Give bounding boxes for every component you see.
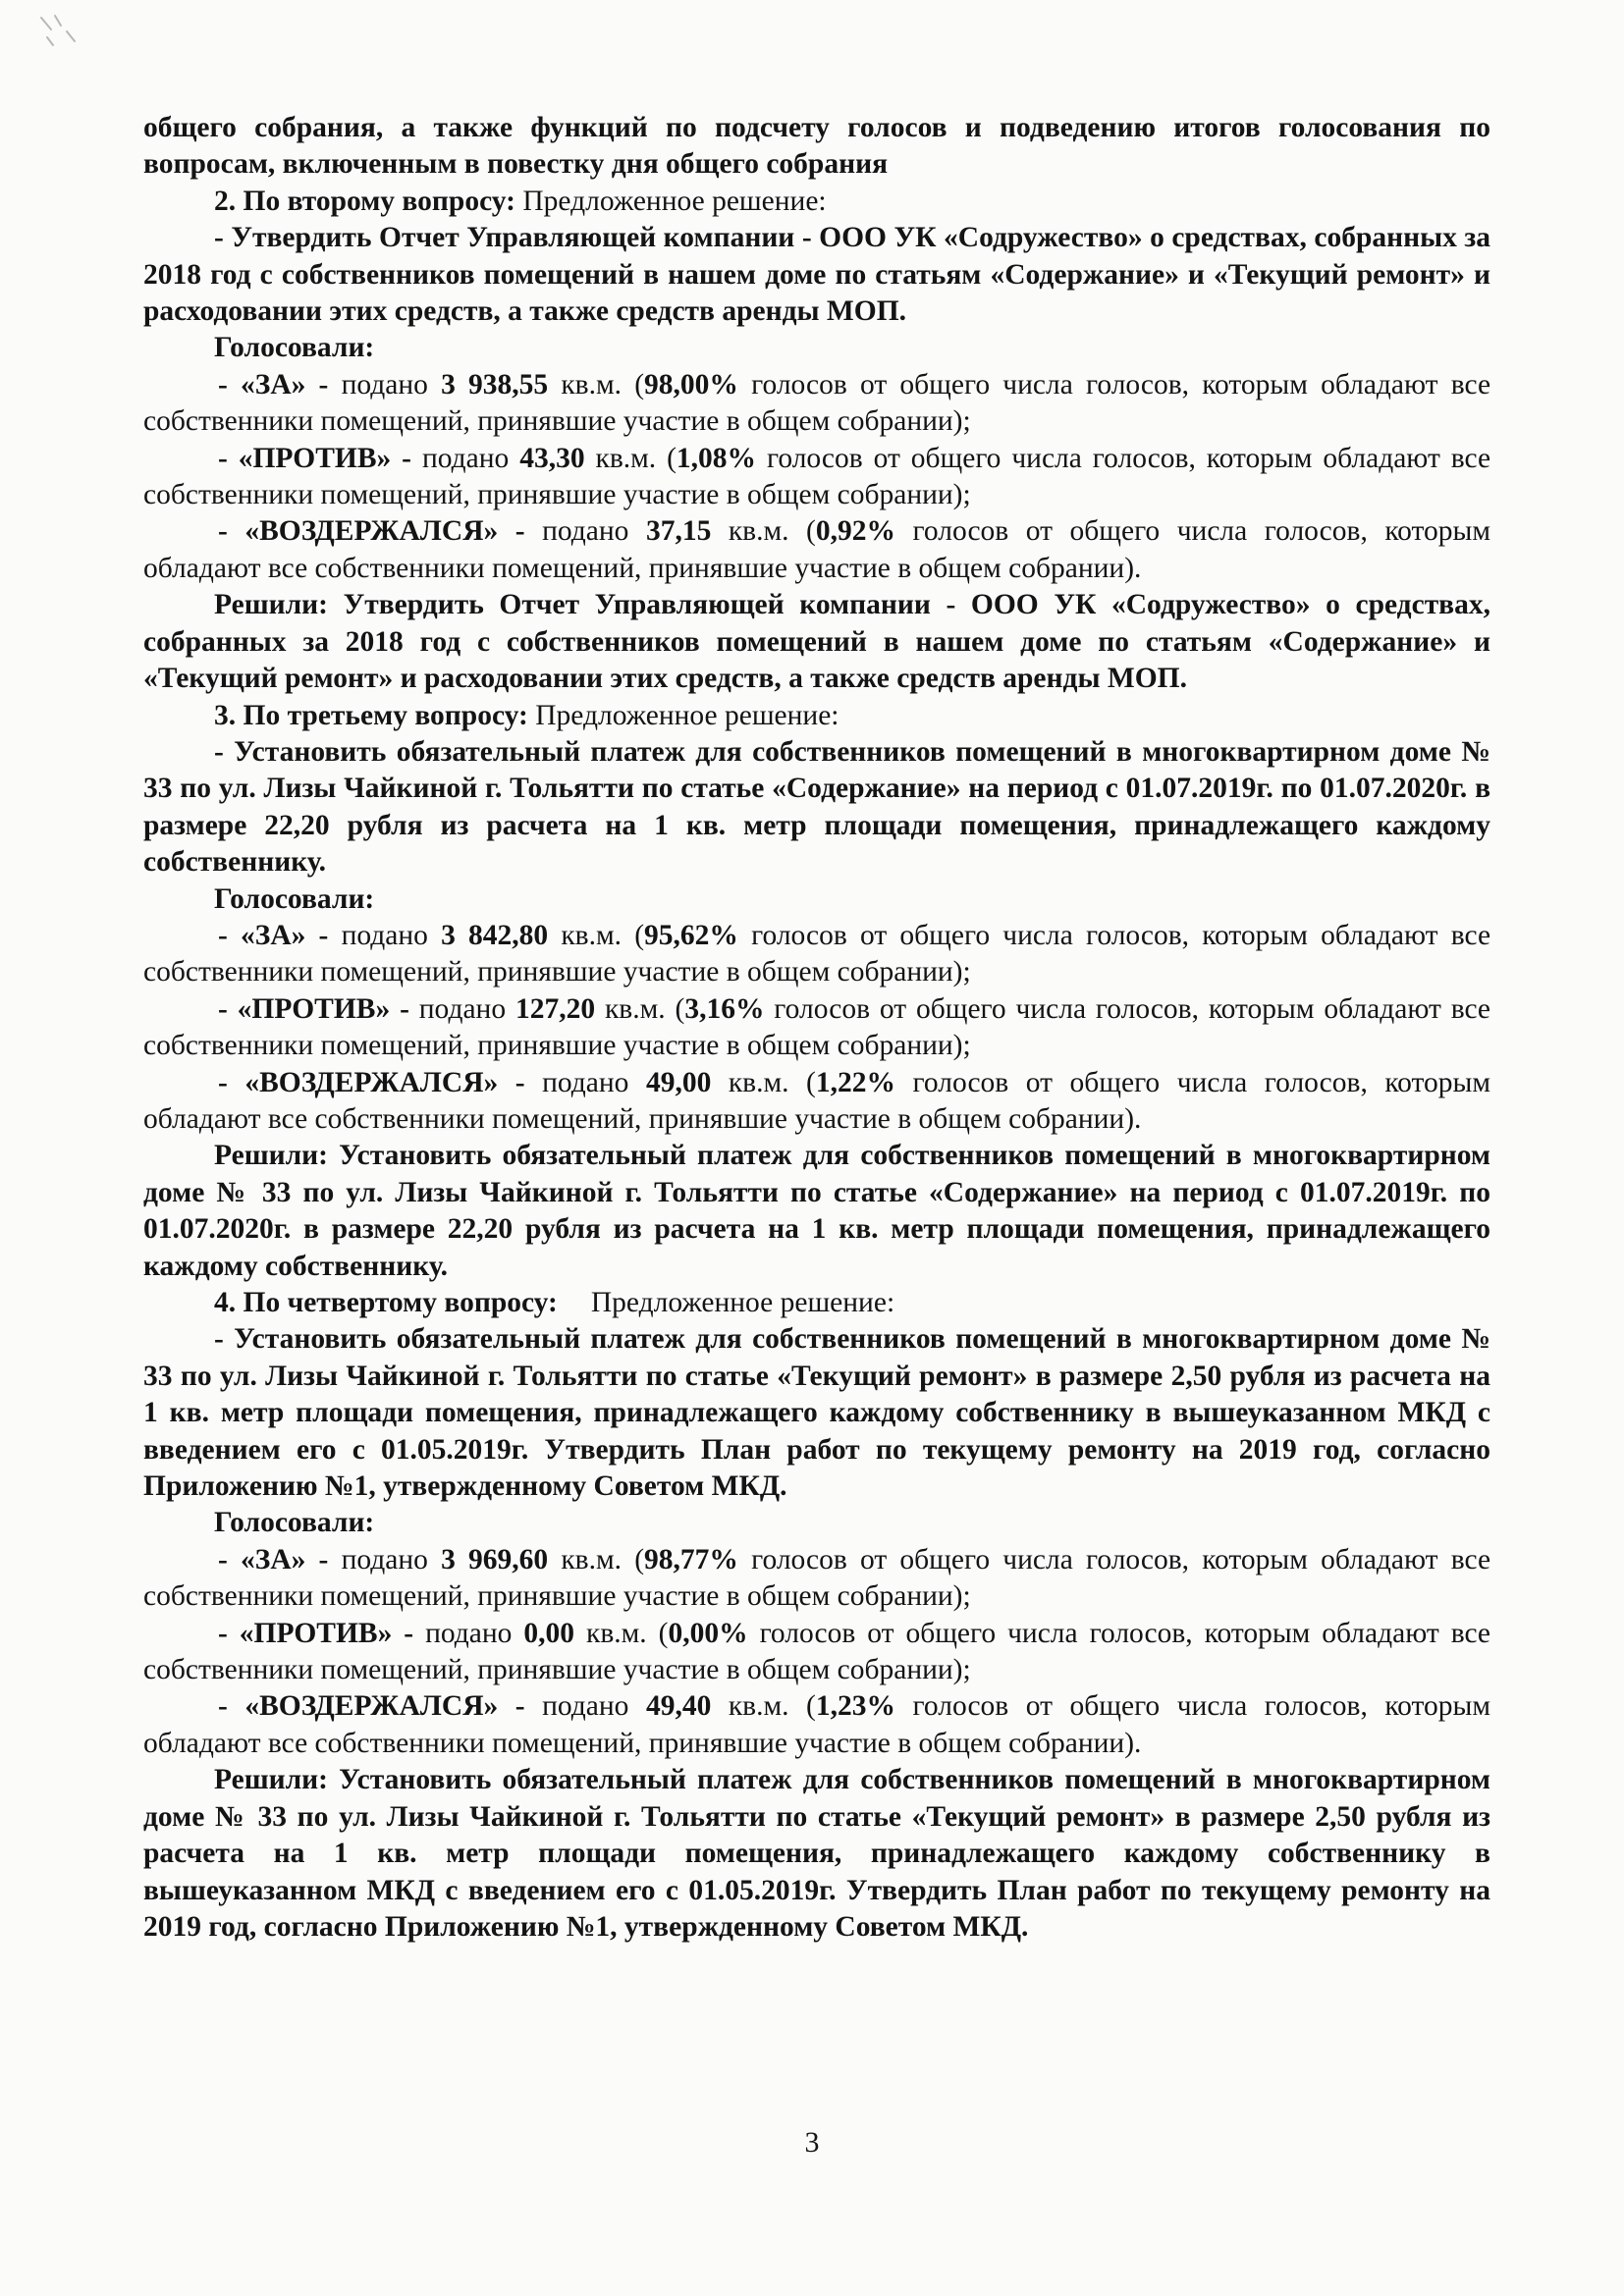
vote-rest: голосов от общего числа голосов, которым обладают все собственники помещений, принявшие участие в общем собрании); bbox=[143, 992, 1491, 1062]
vote-unit: кв.м. bbox=[604, 992, 666, 1025]
vote-area: 49,00 bbox=[645, 1066, 712, 1098]
proposed-decision-label: Предложенное решение: bbox=[590, 1287, 895, 1318]
question-3-section bbox=[143, 698, 1490, 1286]
vote-label: - «ВОЗДЕРЖАЛСЯ» - bbox=[218, 1690, 525, 1723]
vote-area: 43,30 bbox=[519, 442, 585, 474]
vote-given: подано bbox=[542, 515, 629, 548]
vote-label: - «ЗА» - bbox=[218, 1543, 329, 1575]
vote-percent: 3,16% bbox=[684, 992, 765, 1025]
question-heading bbox=[143, 698, 1490, 734]
vote-unit: кв.м. bbox=[561, 919, 623, 951]
vote-percent: 0,00% bbox=[668, 1617, 748, 1649]
vote-open: ( bbox=[806, 1690, 816, 1723]
vote-unit: кв.м. bbox=[595, 442, 657, 474]
proposed-decision-label: Предложенное решение: bbox=[535, 699, 839, 731]
proposal-text: - Установить обязательный платеж для собственников помещений в многоквартирном доме № 33 по ул. Лизы Чайкиной г. Тольятти по статье «Содержание» на период с 01.07.2019г. по 01.07.2020г. в размере 22,20 рубля из расчета на 1 кв. метр площади помещения, принадлежащего каждому собственнику. bbox=[143, 735, 1490, 879]
vote-rest: голосов от общего числа голосов, которым обладают все собственники помещений, принявшие участие в общем собрании); bbox=[143, 1617, 1491, 1686]
vote-label: - «ПРОТИВ» - bbox=[218, 992, 409, 1025]
vote-open: ( bbox=[634, 368, 645, 400]
vote-area: 127,20 bbox=[514, 992, 596, 1025]
vote-given: подано bbox=[421, 442, 510, 474]
vote-rest: голосов от общего числа голосов, которым обладают все собственники помещений, принявшие участие в общем собрании). bbox=[143, 515, 1491, 584]
vote-area: 3 969,60 bbox=[441, 1543, 549, 1575]
vote-for bbox=[143, 367, 1490, 441]
decision-text: Решили: Утвердить Отчет Управляющей компании - ООО УК «Содружество» о средствах, собранных за 2018 год с собственников помещений в нашем доме по статьям «Содержание» и «Текущий ремонт» и расходовании этих средств, а также средств аренды МОП. bbox=[143, 589, 1490, 695]
vote-given: подано bbox=[542, 1066, 629, 1098]
proposed-decision-label: Предложенное решение: bbox=[522, 185, 827, 217]
page-number: 3 bbox=[804, 2126, 820, 2159]
vote-label: - «ЗА» - bbox=[218, 919, 329, 951]
voted-label: Голосовали: bbox=[214, 332, 375, 364]
vote-area: 0,00 bbox=[523, 1617, 575, 1649]
vote-label: - «ВОЗДЕРЖАЛСЯ» - bbox=[218, 515, 525, 548]
vote-unit: кв.м. bbox=[585, 1617, 647, 1649]
vote-for bbox=[143, 1542, 1490, 1616]
vote-against bbox=[143, 1616, 1490, 1689]
intro-paragraph: общего собрания, а также функций по подсчету голосов и подведению итогов голосования по вопросам, включенным в повестку дня общего собрания bbox=[143, 112, 1490, 181]
question-heading bbox=[143, 1285, 1490, 1321]
vote-area: 3 938,55 bbox=[441, 368, 549, 400]
proposal-text: - Установить обязательный платеж для собственников помещений в многоквартирном доме № 33 по ул. Лизы Чайкиной г. Тольятти по статье «Текущий ремонт» в размере 2,50 рубля из расчета на 1 кв. метр площади помещения, принадлежащего каждому собственнику в вышеуказанном МКД с введением его с 01.05.2019г. Утвердить План работ по текущему ремонту на 2019 год, согласно Приложению №1, утвержденному Советом МКД. bbox=[143, 1323, 1490, 1503]
vote-given: подано bbox=[341, 919, 428, 951]
vote-rest: голосов от общего числа голосов, которым обладают все собственники помещений, принявшие участие в общем собрании); bbox=[143, 442, 1491, 511]
vote-percent: 0,92% bbox=[815, 515, 895, 548]
vote-given: подано bbox=[425, 1617, 513, 1649]
vote-for bbox=[143, 918, 1490, 991]
vote-percent: 95,62% bbox=[644, 919, 738, 951]
question-2-section bbox=[143, 184, 1490, 698]
question-heading-label: 2. По второму вопросу: bbox=[214, 185, 515, 217]
vote-rest: голосов от общего числа голосов, которым обладают все собственники помещений, принявшие участие в общем собрании); bbox=[143, 919, 1491, 988]
vote-unit: кв.м. bbox=[561, 1543, 623, 1575]
scan-artifact-mark bbox=[37, 12, 79, 51]
vote-open: ( bbox=[658, 1617, 669, 1649]
vote-abstain bbox=[143, 1065, 1490, 1139]
vote-rest: голосов от общего числа голосов, которым обладают все собственники помещений, принявшие участие в общем собрании). bbox=[143, 1690, 1491, 1759]
vote-against bbox=[143, 991, 1490, 1065]
question-heading-label: 3. По третьему вопросу: bbox=[214, 699, 528, 731]
vote-area: 3 842,80 bbox=[441, 919, 549, 951]
vote-rest: голосов от общего числа голосов, которым обладают все собственники помещений, принявшие участие в общем собрании); bbox=[143, 368, 1491, 438]
decision-text: Решили: Установить обязательный платеж для собственников помещений в многоквартирном доме № 33 по ул. Лизы Чайкиной г. Тольятти по статье «Содержание» на период с 01.07.2019г. по 01.07.2020г. в размере 22,20 рубля из расчета на 1 кв. метр площади помещения, принадлежащего каждому собственнику. bbox=[143, 1140, 1490, 1282]
vote-rest: голосов от общего числа голосов, которым обладают все собственники помещений, принявшие участие в общем собрании); bbox=[143, 1543, 1491, 1613]
question-4-section bbox=[143, 1285, 1490, 1946]
voted-label: Голосовали: bbox=[214, 1507, 375, 1539]
question-heading-label: 4. По четвертому вопросу: bbox=[214, 1287, 558, 1318]
vote-label: - «ЗА» - bbox=[218, 368, 329, 400]
vote-rest: голосов от общего числа голосов, которым обладают все собственники помещений, принявшие участие в общем собрании). bbox=[143, 1066, 1491, 1135]
vote-percent: 1,22% bbox=[815, 1066, 895, 1098]
vote-given: подано bbox=[542, 1690, 629, 1723]
decision-text: Решили: Установить обязательный платеж для собственников помещений в многоквартирном доме № 33 по ул. Лизы Чайкиной г. Тольятти по статье «Текущий ремонт» в размере 2,50 рубля из расчета на 1 кв. метр площади помещения, принадлежащего каждому собственнику в вышеуказанном МКД с введением его с 01.05.2019г. Утвердить План работ по текущему ремонту на 2019 год, согласно Приложению №1, утвержденному Советом МКД. bbox=[143, 1764, 1490, 1943]
vote-open: ( bbox=[667, 442, 677, 474]
vote-open: ( bbox=[806, 1066, 816, 1098]
vote-open: ( bbox=[634, 1543, 645, 1575]
vote-open: ( bbox=[634, 919, 645, 951]
vote-area: 49,40 bbox=[645, 1690, 712, 1723]
proposal-text: - Утвердить Отчет Управляющей компании - ООО УК «Содружество» о средствах, собранных за 2018 год с собственников помещений в нашем доме по статьям «Содержание» и «Текущий ремонт» и расходовании этих средств, а также средств аренды МОП. bbox=[143, 222, 1490, 328]
vote-open: ( bbox=[806, 515, 816, 548]
vote-percent: 98,77% bbox=[644, 1543, 738, 1575]
vote-given: подано bbox=[341, 368, 428, 400]
vote-percent: 1,08% bbox=[676, 442, 757, 474]
vote-abstain bbox=[143, 1688, 1490, 1762]
vote-unit: кв.м. bbox=[728, 515, 789, 548]
question-heading bbox=[143, 184, 1490, 220]
vote-given: подано bbox=[418, 992, 507, 1025]
voted-label: Голосовали: bbox=[214, 882, 375, 915]
vote-unit: кв.м. bbox=[561, 368, 623, 400]
vote-percent: 1,23% bbox=[815, 1690, 895, 1723]
vote-label: - «ПРОТИВ» - bbox=[218, 1617, 414, 1649]
vote-area: 37,15 bbox=[645, 515, 712, 548]
document-body bbox=[143, 110, 1490, 1946]
vote-unit: кв.м. bbox=[728, 1690, 789, 1723]
vote-label: - «ВОЗДЕРЖАЛСЯ» - bbox=[218, 1066, 525, 1098]
vote-open: ( bbox=[675, 992, 685, 1025]
vote-abstain bbox=[143, 513, 1490, 587]
vote-percent: 98,00% bbox=[644, 368, 738, 400]
vote-given: подано bbox=[341, 1543, 428, 1575]
vote-unit: кв.м. bbox=[728, 1066, 789, 1098]
vote-label: - «ПРОТИВ» - bbox=[218, 442, 412, 474]
vote-against bbox=[143, 441, 1490, 514]
